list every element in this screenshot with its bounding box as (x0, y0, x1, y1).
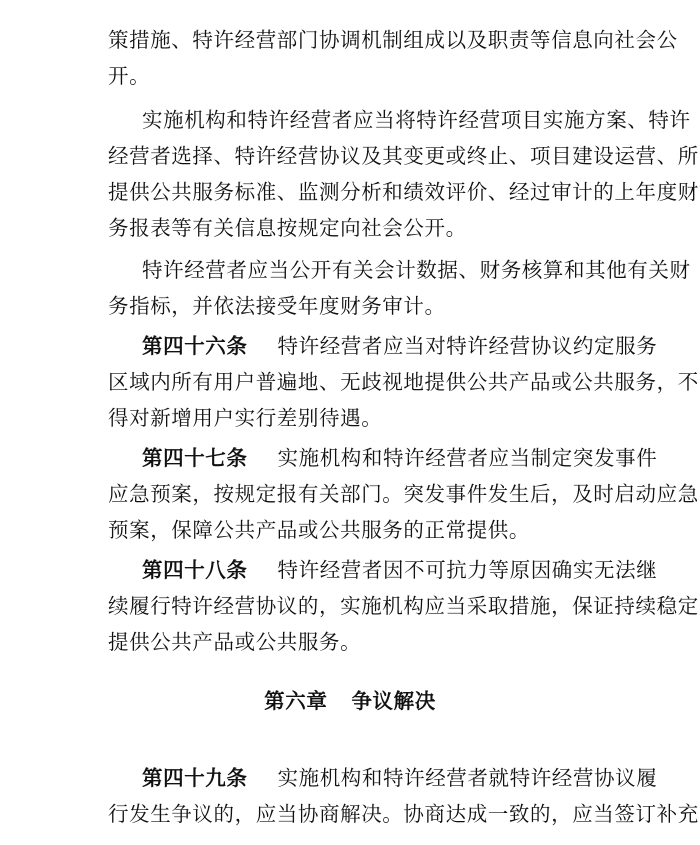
text-line: 开。 (108, 64, 151, 88)
article-first-line (142, 760, 658, 796)
text-line: 提供公共产品或公共服务。 (108, 630, 362, 654)
article-number: 第四十七条 (142, 446, 248, 470)
article-first-line (142, 552, 658, 588)
text-line: 策措施、特许经营部门协调机制组成以及职责等信息向社会公 (108, 28, 678, 52)
chapter-number: 第六章 (264, 689, 328, 713)
text-line: 得对新增用户实行差别待遇。 (108, 406, 383, 430)
article-number: 第四十八条 (142, 558, 248, 582)
text-line: 特许经营者应当公开有关会计数据、财务核算和其他有关财 (142, 258, 691, 282)
text-span: 实施机构和特许经营者应当制定突发事件 (277, 446, 658, 470)
text-line: 实施机构和特许经营者应当将特许经营项目实施方案、特许 (142, 108, 691, 132)
text-line: 务报表等有关信息按规定向社会公开。 (108, 216, 467, 240)
text-line: 区域内所有用户普遍地、无歧视地提供公共产品或公共服务，不 (108, 370, 699, 394)
text-line: 务指标，并依法接受年度财务审计。 (108, 294, 446, 318)
chapter-title: 争议解决 (351, 689, 436, 713)
text-line: 提供公共服务标准、监测分析和绩效评价、经过审计的上年度财 (108, 180, 699, 204)
text-line: 预案，保障公共产品或公共服务的正常提供。 (108, 518, 530, 542)
text-span: 特许经营者因不可抗力等原因确实无法继 (277, 558, 658, 582)
text-line: 行发生争议的，应当协商解决。协商达成一致的，应当签订补充 (108, 802, 699, 826)
text-line: 续履行特许经营协议的，实施机构应当采取措施，保证持续稳定 (108, 594, 699, 618)
article-first-line (142, 440, 658, 476)
chapter-heading (0, 683, 700, 719)
text-line: 应急预案，按规定报有关部门。突发事件发生后，及时启动应急 (108, 482, 699, 506)
article-number: 第四十九条 (142, 766, 248, 790)
article-number: 第四十六条 (142, 334, 248, 358)
text-span: 实施机构和特许经营者就特许经营协议履 (277, 766, 658, 790)
text-span: 特许经营者应当对特许经营协议约定服务 (277, 334, 658, 358)
text-line: 经营者选择、特许经营协议及其变更或终止、项目建设运营、所 (108, 144, 699, 168)
article-first-line (142, 328, 658, 364)
